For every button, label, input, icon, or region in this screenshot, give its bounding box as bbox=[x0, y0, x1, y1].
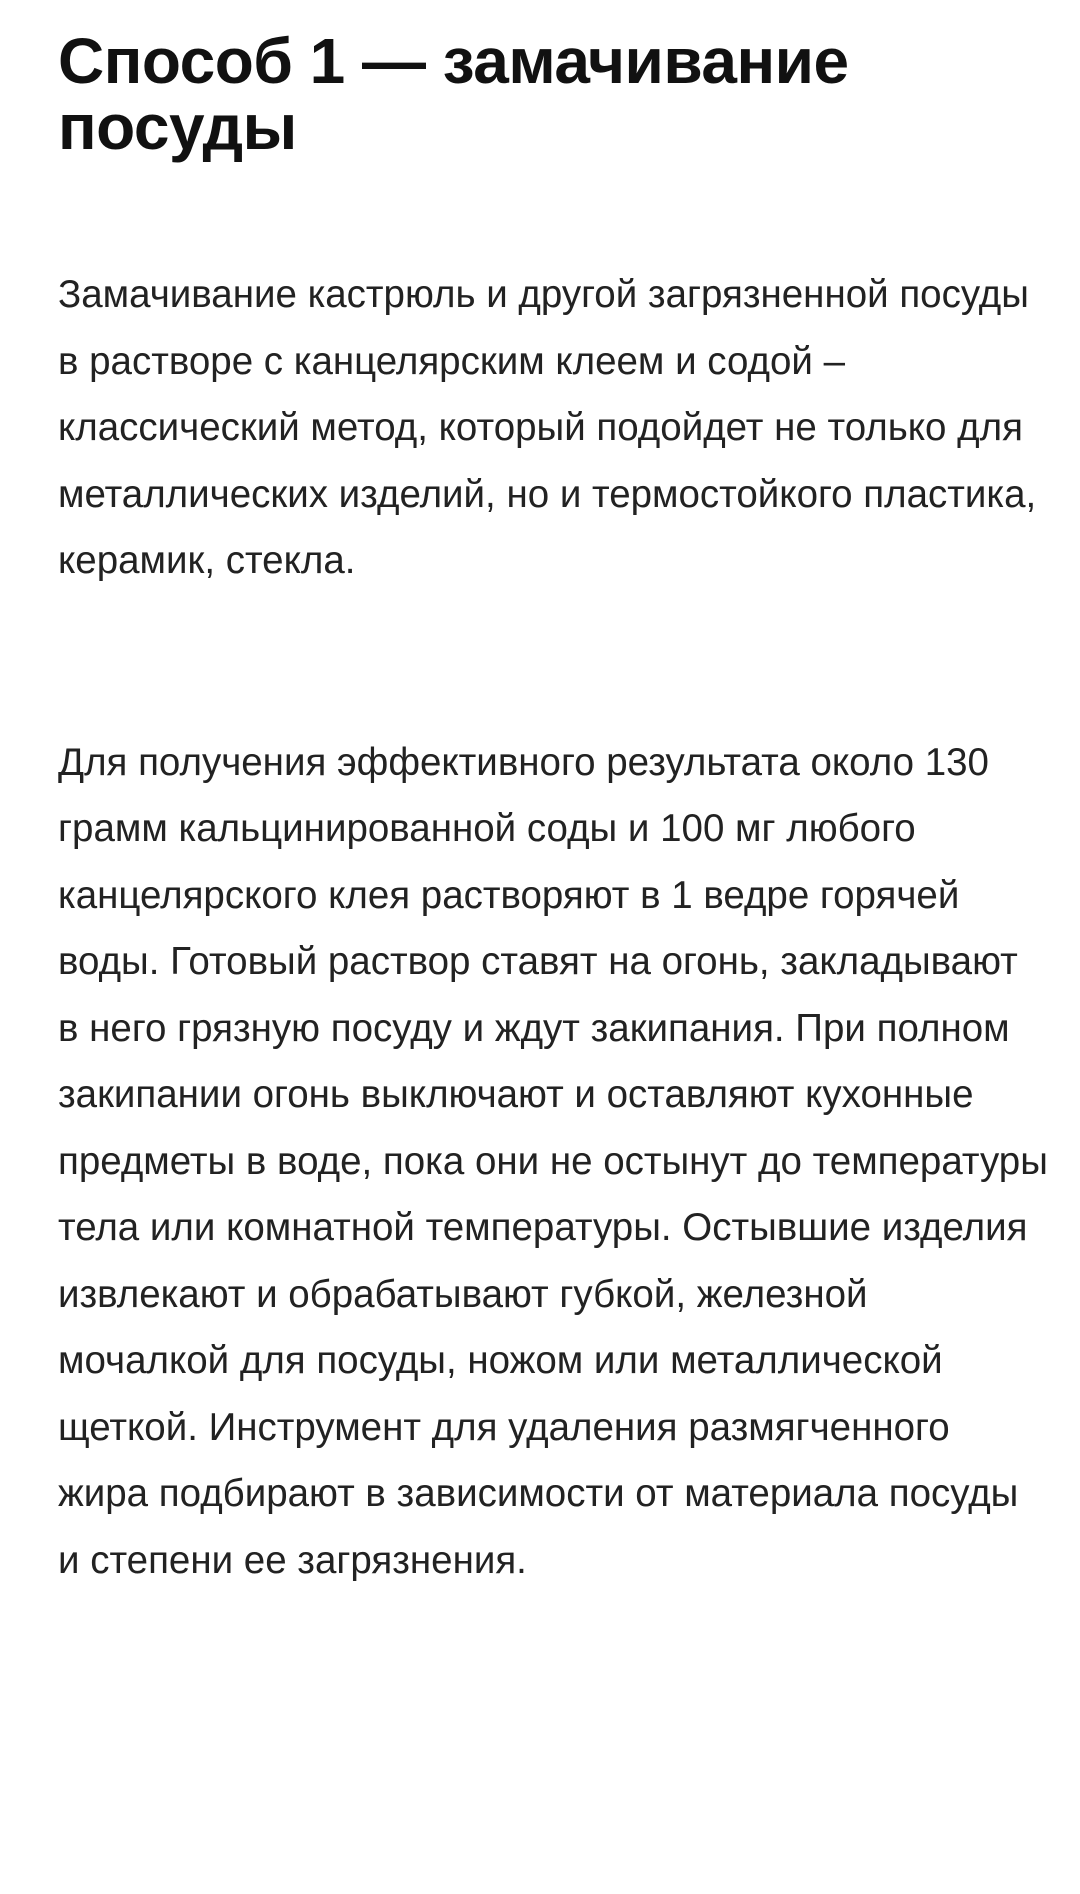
paragraph-intro: Замачивание кастрюль и другой загрязненной посуды в растворе с канцелярским клеем и содой – классический метод, который подойдет не только для металлических изделий, но и термостойкого пластика, керамик, стекла. bbox=[58, 273, 1037, 582]
paragraph-instructions: Для получения эффективного результата около 130 грамм кальцинированной соды и 100 мг любого канцелярского клея растворяют в 1 ведре горячей воды. Готовый раствор ставят на огонь, закладывают в него грязную посуду и ждут закипания. При полном закипании огонь выключают и оставляют кухонные предметы в воде, пока они не остынут до температуры тела или комнатной температуры. Остывшие изделия извлекают и обрабатывают губкой, железной мочалкой для посуды, ножом или металлической щеткой. Инструмент для удаления размягченного жира подбирают в зависимости от материала посуды и степени ее загрязнения. bbox=[58, 740, 1048, 1582]
section-heading: Способ 1 — замачивание посуды bbox=[58, 25, 849, 163]
article-body bbox=[58, 25, 1048, 1594]
